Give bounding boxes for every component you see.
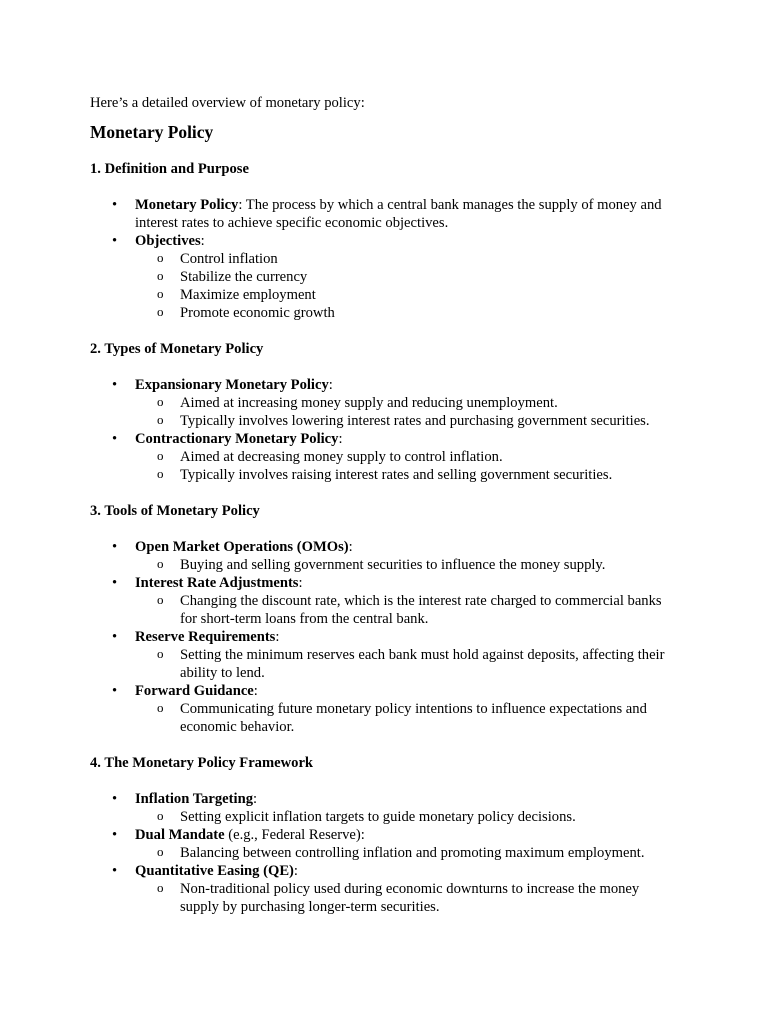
- bullet-icon: •: [112, 575, 118, 591]
- circle-bullet-icon: o: [157, 286, 164, 301]
- term-label: Interest Rate Adjustments: [135, 575, 299, 591]
- sub-list-item: [135, 700, 680, 736]
- sub-list-item: [135, 880, 680, 916]
- bullet-icon: •: [112, 233, 118, 249]
- circle-bullet-icon: o: [157, 844, 164, 859]
- sub-item-text: Promote economic growth: [180, 305, 335, 321]
- sub-item-text: Changing the discount rate, which is the interest rate charged to commercial banks for short-term loans from the central bank.: [180, 593, 662, 627]
- types-list: [90, 376, 680, 484]
- term-label: Quantitative Easing (QE): [135, 863, 294, 879]
- term-label: Open Market Operations (OMOs): [135, 539, 349, 555]
- sub-list: [135, 700, 680, 736]
- definition-list: [90, 196, 680, 322]
- circle-bullet-icon: o: [157, 880, 164, 895]
- bullet-icon: •: [112, 683, 118, 699]
- sub-list-item: [135, 556, 680, 574]
- term-label: Objectives: [135, 233, 201, 249]
- sub-item-text: Control inflation: [180, 251, 278, 267]
- framework-list: [90, 790, 680, 916]
- sub-list: [135, 556, 680, 574]
- section-heading-definition: 1. Definition and Purpose: [90, 161, 249, 177]
- bullet-icon: •: [112, 197, 118, 213]
- sub-list: [135, 394, 680, 430]
- circle-bullet-icon: o: [157, 700, 164, 715]
- intro-text: Here’s a detailed overview of monetary policy:: [90, 95, 365, 111]
- circle-bullet-icon: o: [157, 646, 164, 661]
- list-item: [90, 826, 680, 862]
- sub-item-text: Buying and selling government securities to influence the money supply.: [180, 557, 606, 573]
- term-description: :: [253, 791, 258, 807]
- list-item: [90, 430, 680, 484]
- bullet-icon: •: [112, 863, 118, 879]
- sub-item-text: Setting the minimum reserves each bank must hold against deposits, affecting their ability to lend.: [180, 647, 665, 681]
- term-description: :: [275, 629, 280, 645]
- sub-list-item: [135, 466, 680, 484]
- term-label: Contractionary Monetary Policy: [135, 431, 339, 447]
- circle-bullet-icon: o: [157, 448, 164, 463]
- sub-item-text: Non-traditional policy used during economic downturns to increase the money supply by purchasing longer-term securities.: [180, 881, 640, 915]
- list-item: [90, 790, 680, 826]
- list-item: [90, 862, 680, 916]
- sub-list-item: [135, 808, 680, 826]
- bullet-icon: •: [112, 827, 118, 843]
- sub-list-item: [135, 448, 680, 466]
- term-description: :: [328, 377, 333, 393]
- list-item: [90, 574, 680, 628]
- term-label: Reserve Requirements: [135, 629, 276, 645]
- sub-list: [135, 646, 680, 682]
- sub-list-item: [135, 268, 680, 286]
- term-description: : The process by which a central bank manages the supply of money and interest rates to achieve specific economic objectives.: [135, 197, 662, 231]
- term-label: Monetary Policy: [135, 197, 239, 213]
- sub-item-text: Balancing between controlling inflation and promoting maximum employment.: [180, 845, 645, 861]
- sub-list-item: [135, 394, 680, 412]
- list-item: [90, 628, 680, 682]
- circle-bullet-icon: o: [157, 394, 164, 409]
- term-description: :: [253, 683, 258, 699]
- sub-list: [135, 880, 680, 916]
- section-heading-types: 2. Types of Monetary Policy: [90, 341, 264, 357]
- circle-bullet-icon: o: [157, 592, 164, 607]
- sub-item-text: Typically involves raising interest rates and selling government securities.: [180, 467, 613, 483]
- term-label: Forward Guidance: [135, 683, 254, 699]
- bullet-icon: •: [112, 431, 118, 447]
- sub-item-text: Setting explicit inflation targets to guide monetary policy decisions.: [180, 809, 576, 825]
- section-heading-framework: 4. The Monetary Policy Framework: [90, 755, 314, 771]
- section-heading-tools: 3. Tools of Monetary Policy: [90, 503, 260, 519]
- sub-list-item: [135, 304, 680, 322]
- bullet-icon: •: [112, 377, 118, 393]
- sub-list: [135, 808, 680, 826]
- term-description: :: [293, 863, 298, 879]
- sub-list-item: [135, 412, 680, 430]
- sub-item-text: Maximize employment: [180, 287, 316, 303]
- list-item: [90, 376, 680, 430]
- sub-item-text: Communicating future monetary policy intentions to influence expectations and economic behavior.: [180, 701, 647, 735]
- sub-list-item: [135, 592, 680, 628]
- sub-list-item: [135, 646, 680, 682]
- sub-item-text: Typically involves lowering interest rates and purchasing government securities.: [180, 413, 650, 429]
- sub-list-item: [135, 844, 680, 862]
- term-description: :: [338, 431, 343, 447]
- circle-bullet-icon: o: [157, 466, 164, 481]
- sub-list: [135, 448, 680, 484]
- objectives-list: [135, 250, 680, 322]
- term-description: :: [348, 539, 353, 555]
- sub-item-text: Aimed at decreasing money supply to control inflation.: [180, 449, 503, 465]
- bullet-icon: •: [112, 539, 118, 555]
- term-label: Inflation Targeting: [135, 791, 253, 807]
- list-item: [90, 196, 680, 232]
- circle-bullet-icon: o: [157, 304, 164, 319]
- sub-item-text: Aimed at increasing money supply and reducing unemployment.: [180, 395, 558, 411]
- document-page: [90, 94, 680, 934]
- bullet-icon: •: [112, 629, 118, 645]
- tools-list: [90, 538, 680, 736]
- circle-bullet-icon: o: [157, 808, 164, 823]
- list-item: [90, 538, 680, 574]
- list-item: [90, 682, 680, 736]
- term-label: Expansionary Monetary Policy: [135, 377, 329, 393]
- sub-list: [135, 844, 680, 862]
- term-description: :: [200, 233, 205, 249]
- term-description: :: [298, 575, 303, 591]
- circle-bullet-icon: o: [157, 250, 164, 265]
- sub-item-text: Stabilize the currency: [180, 269, 308, 285]
- circle-bullet-icon: o: [157, 412, 164, 427]
- term-description: (e.g., Federal Reserve):: [224, 827, 365, 843]
- sub-list-item: [135, 286, 680, 304]
- list-item: [90, 232, 680, 322]
- bullet-icon: •: [112, 791, 118, 807]
- circle-bullet-icon: o: [157, 556, 164, 571]
- circle-bullet-icon: o: [157, 268, 164, 283]
- sub-list: [135, 592, 680, 628]
- sub-list-item: [135, 250, 680, 268]
- document-title: Monetary Policy: [90, 122, 214, 142]
- term-label: Dual Mandate: [135, 827, 225, 843]
